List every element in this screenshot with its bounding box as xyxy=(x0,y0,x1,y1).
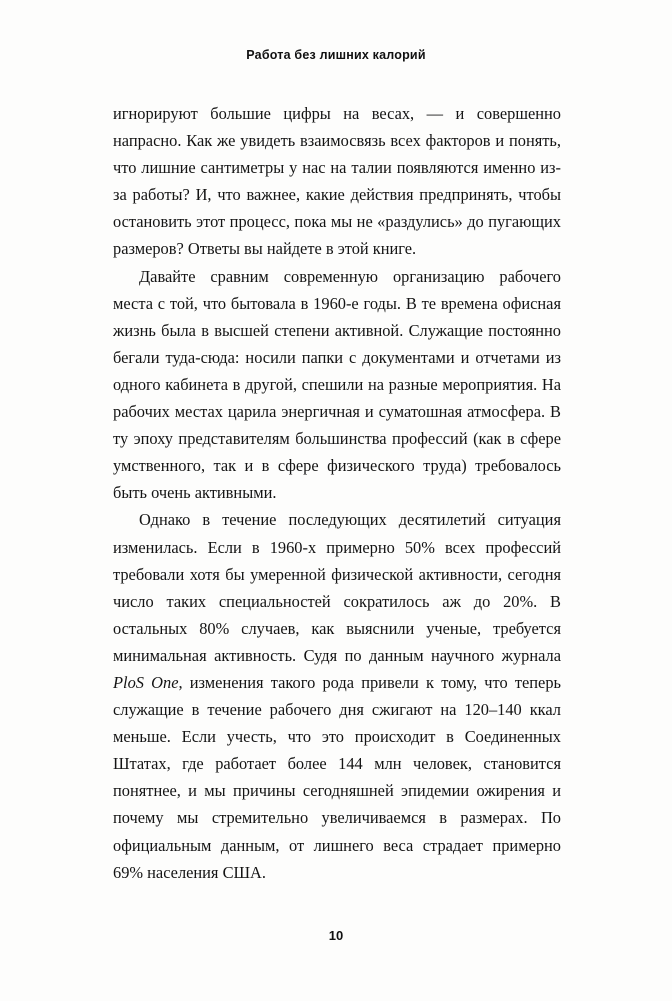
journal-title: PloS One xyxy=(113,672,179,692)
paragraph: игнорируют большие цифры на весах, — и совершенно напрасно. Как же увидеть взаимосвязь всех факторов и понять, что лишние сантиметры у нас на талии появляются именно из-за работы? И, что важнее, какие действия предпринять, чтобы остановить этот процесс, пока мы не «раздулись» до пугающих размеров? Ответы вы найдете в этой книге. xyxy=(113,104,561,259)
page-number: 10 xyxy=(328,928,344,943)
paragraph: Давайте сравним современную организацию рабочего места с той, что бытовала в 1960-е годы. В те времена офисная жизнь была в высшей степени активной. Служащие постоянно бегали туда-сюда: носили папки с документами и отчетами из одного кабинета в другой, спешили на разные мероприятия. На рабочих местах царила энергичная и суматошная атмосфера. В ту эпоху представителям большинства профессий (как в сфере умственного, так и в сфере физического труда) требовалось быть очень активными. xyxy=(113,266,561,503)
body-text-block xyxy=(113,100,561,886)
paragraph-text-part: , изменения такого рода привели к тому, что теперь служащие в течение рабочего дня сжигают на 120–140 ккал меньше. Если учесть, что это происходит в Соединенных Штатах, где работает более 144 млн человек, становится понятнее, и мы причины сегодняшней эпидемии ожирения и почему мы стремительно увеличиваемся в размерах. По официальным данным, от лишнего веса страдает примерно 69% населения США. xyxy=(113,672,561,882)
running-head: Работа без лишних калорий xyxy=(246,48,426,62)
paragraph xyxy=(113,506,561,885)
paragraph-text-part: Однако в течение последующих десятилетий ситуация изменилась. Если в 1960-х примерно 50% всех профессий требовали хотя бы умеренной физической активности, сегодня число таких специальностей сократилось аж до 20%. В остальных 80% случаев, как выяснили ученые, требуется минимальная активность. Судя по данным научного журнала xyxy=(113,510,561,665)
